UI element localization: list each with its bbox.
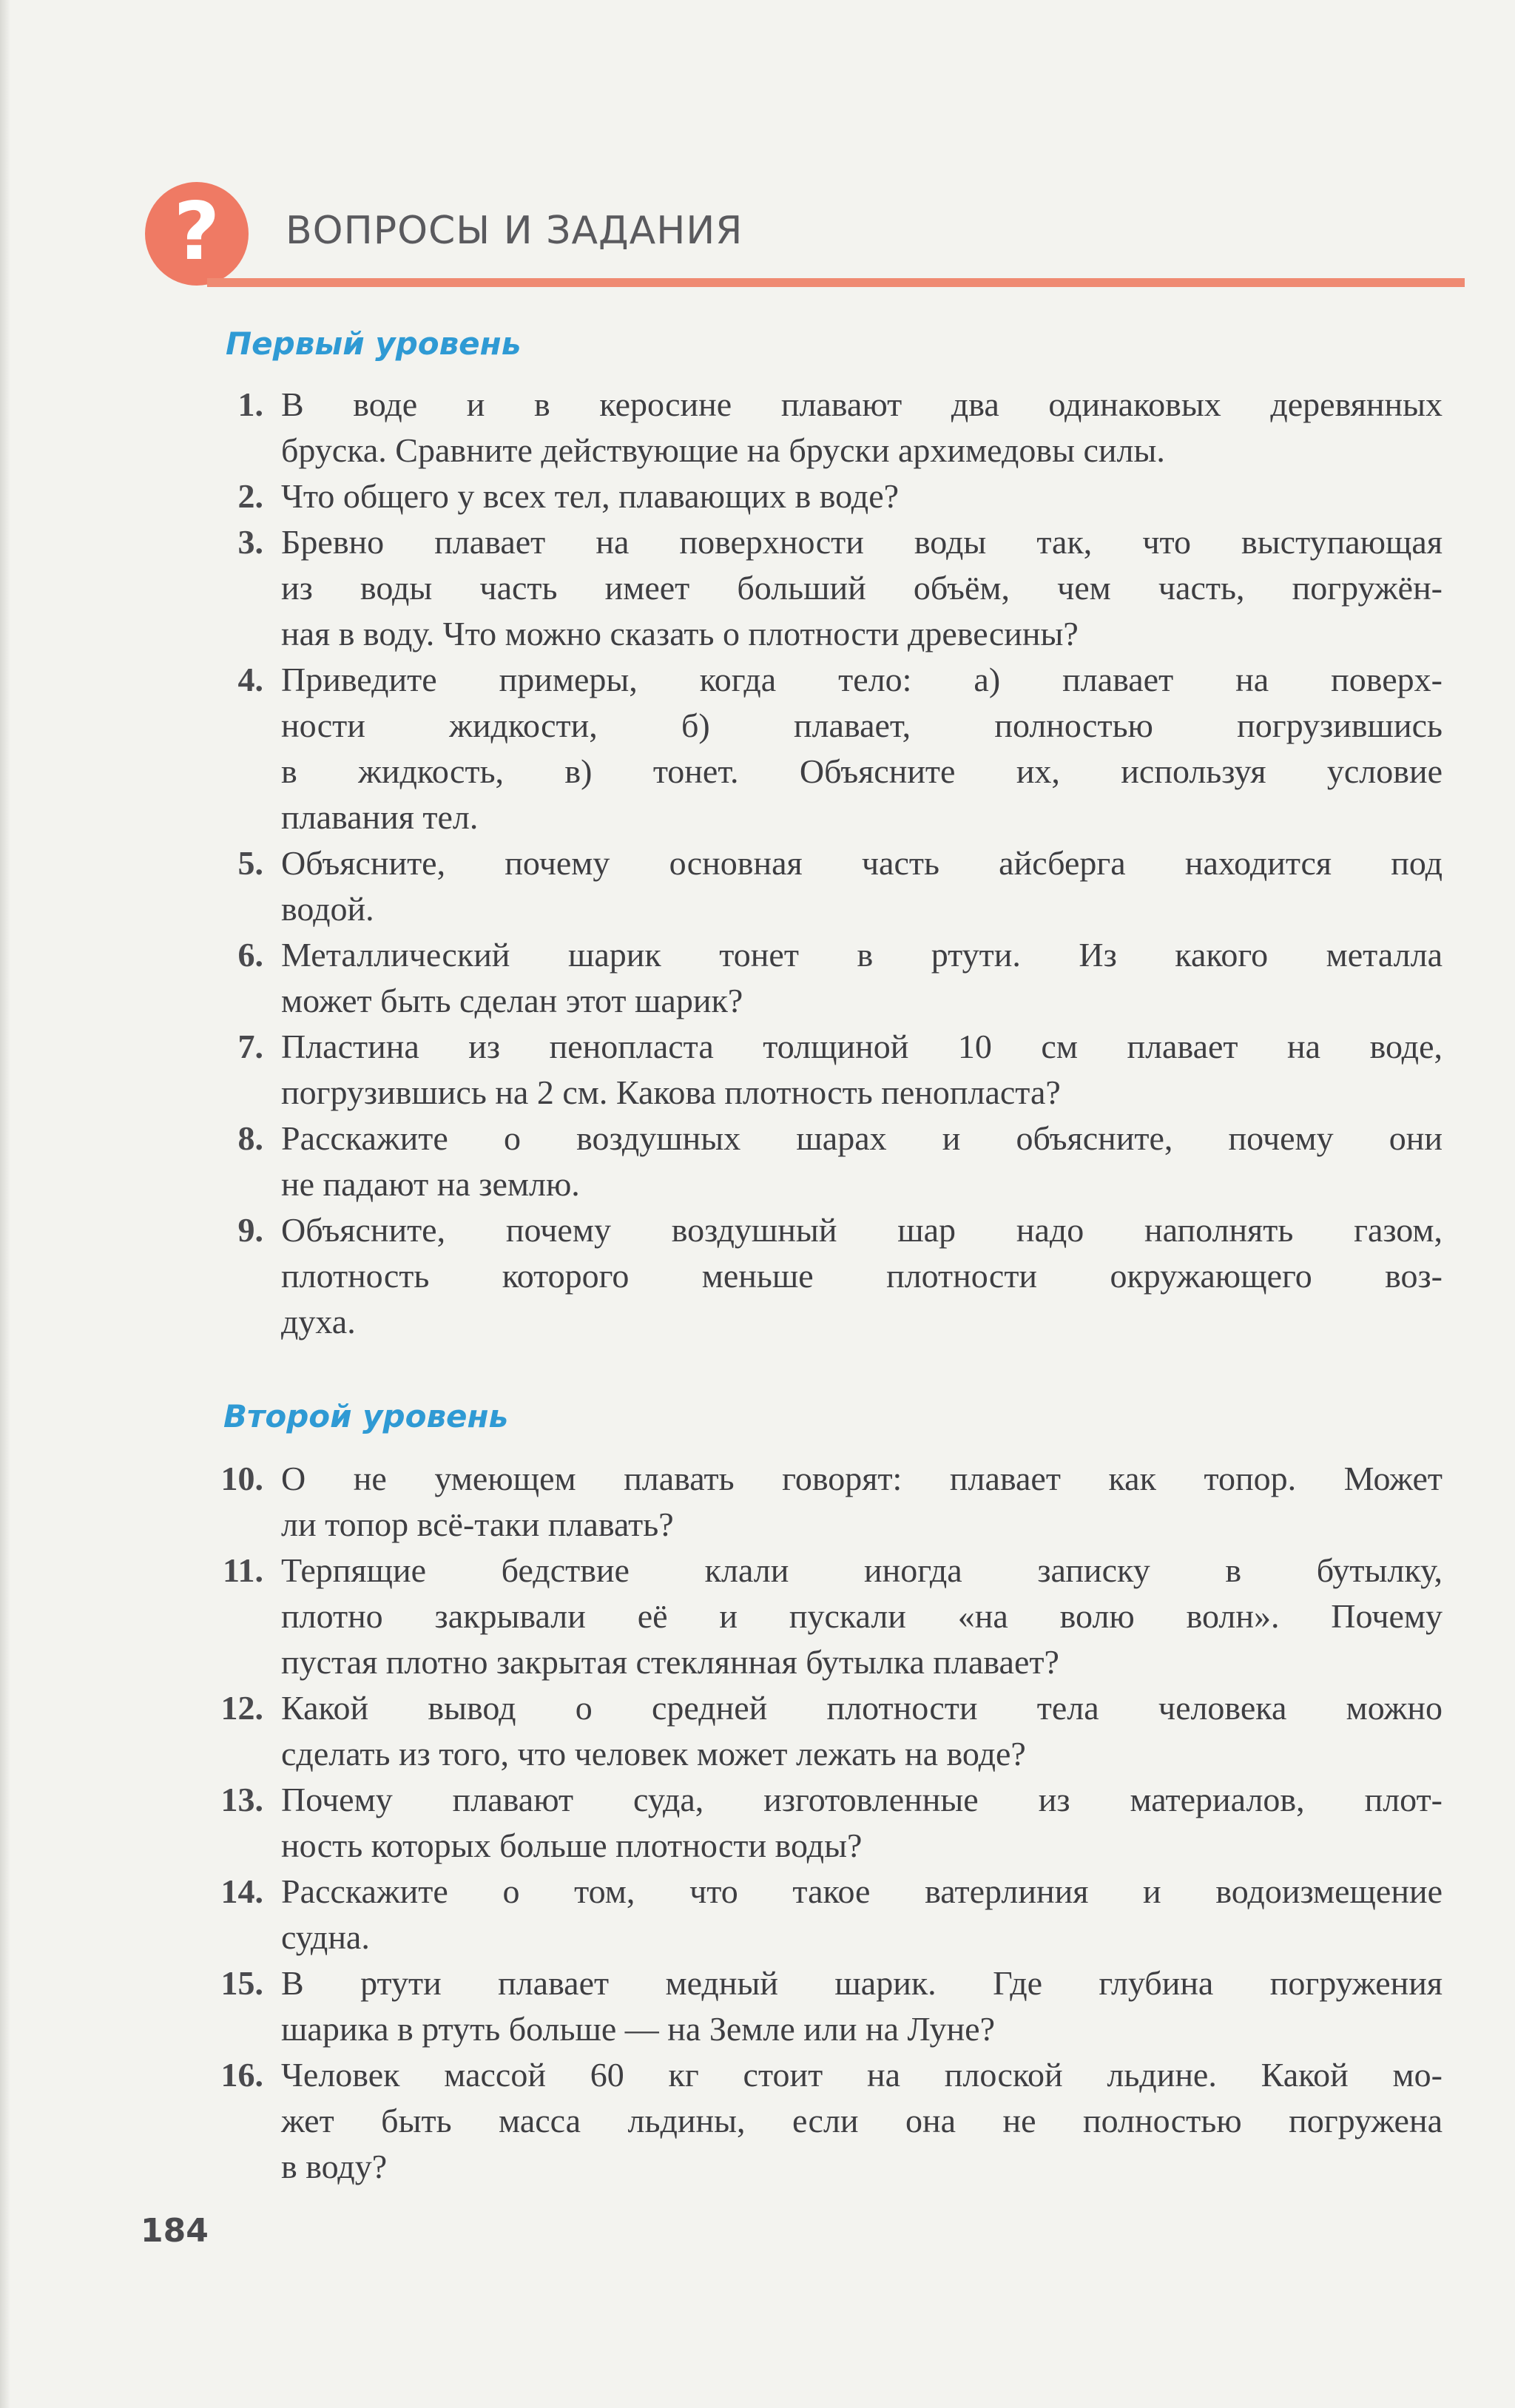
level-1-title: Первый уровень — [226, 326, 522, 362]
question-number: 4. — [237, 661, 263, 698]
question-item — [185, 840, 1443, 932]
question-text-line: сделать из того, что человек может лежать на воде? — [281, 1735, 1026, 1773]
question-text-line: О не умеющем плавать говорят: плавает как топор. Может — [281, 1460, 1443, 1497]
question-text-line: Приведите примеры, когда тело: а) плавает на поверх- — [281, 661, 1443, 698]
question-text-line: духа. — [281, 1303, 356, 1340]
question-number: 11. — [223, 1551, 263, 1589]
question-number: 1. — [237, 385, 263, 423]
question-number: 8. — [237, 1119, 263, 1157]
question-text-line: Объясните, почему воздушный шар надо наполнять газом, — [281, 1211, 1443, 1249]
question-number: 12. — [220, 1689, 263, 1727]
question-number: 14. — [220, 1872, 263, 1910]
section-header — [145, 182, 1440, 293]
question-number: 3. — [237, 523, 263, 561]
question-item — [185, 1116, 1443, 1207]
question-text-line: может быть сделан этот шарик? — [281, 982, 743, 1019]
question-text-line: жет быть масса льдины, если она не полностью погружена — [281, 2102, 1443, 2139]
question-text-line: Что общего у всех тел, плавающих в воде? — [281, 477, 900, 515]
question-text-line: В ртути плавает медный шарик. Где глубина погружения — [281, 1964, 1443, 2002]
question-item — [185, 1207, 1443, 1345]
question-text-line: шарика в ртуть больше — на Земле или на Луне? — [281, 2010, 995, 2048]
question-item — [185, 1024, 1443, 1116]
question-text-line: плотно закрывали её и пускали «на волю волн». Почему — [281, 1597, 1443, 1635]
question-text-line: из воды часть имеет больший объём, чем часть, погружён- — [281, 569, 1443, 607]
question-text-line: ная в воду. Что можно сказать о плотности древесины? — [281, 615, 1079, 652]
question-item — [185, 1777, 1443, 1869]
question-number: 13. — [220, 1781, 263, 1818]
question-item — [185, 1548, 1443, 1685]
question-mark-glyph: ? — [173, 186, 220, 278]
question-text-line: плотность которого меньше плотности окружающего воз- — [281, 1257, 1443, 1295]
header-divider — [207, 278, 1465, 287]
question-text-line: в воду? — [281, 2148, 388, 2185]
question-number: 5. — [237, 844, 263, 882]
question-mark-icon — [145, 182, 249, 286]
question-text-line: Металлический шарик тонет в ртути. Из какого металла — [281, 936, 1443, 974]
question-number: 15. — [220, 1964, 263, 2002]
question-number: 16. — [220, 2056, 263, 2094]
level-2-title: Второй уровень — [223, 1398, 509, 1434]
question-number: 9. — [237, 1211, 263, 1249]
question-number: 10. — [220, 1460, 263, 1497]
question-text-line: ности жидкости, б) плавает, полностью погрузившись — [281, 706, 1443, 744]
question-text-line: Бревно плавает на поверхности воды так, что выступающая — [281, 523, 1443, 561]
question-item — [185, 657, 1443, 840]
question-text-line: Терпящие бедствие клали иногда записку в бутылку, — [281, 1551, 1443, 1589]
question-item — [185, 1869, 1443, 1960]
question-item — [185, 382, 1443, 473]
question-item — [185, 1456, 1443, 1548]
question-text-line: водой. — [281, 890, 374, 928]
question-item — [185, 473, 1443, 519]
question-text-line: не падают на землю. — [281, 1165, 580, 1203]
question-text-line: Пластина из пенопласта толщиной 10 см плавает на воде, — [281, 1028, 1443, 1065]
question-item — [185, 2052, 1443, 2190]
question-text-line: плавания тел. — [281, 798, 479, 836]
question-number: 2. — [237, 477, 263, 515]
question-item — [185, 932, 1443, 1024]
question-item — [185, 1960, 1443, 2052]
question-text-line: бруска. Сравните действующие на бруски архимедовы силы. — [281, 431, 1165, 469]
question-item — [185, 519, 1443, 657]
section-title: ВОПРОСЫ И ЗАДАНИЯ — [286, 209, 743, 253]
question-item — [185, 1685, 1443, 1777]
question-text-line: Расскажите о воздушных шарах и объясните, почему они — [281, 1119, 1443, 1157]
question-text-line: Человек массой 60 кг стоит на плоской льдине. Какой мо- — [281, 2056, 1443, 2094]
question-text-line: Почему плавают суда, изготовленные из материалов, плот- — [281, 1781, 1443, 1818]
question-text-line: В воде и в керосине плавают два одинаковых деревянных — [281, 385, 1443, 423]
question-text-line: Объясните, почему основная часть айсберга находится под — [281, 844, 1443, 882]
question-number: 7. — [237, 1028, 263, 1065]
question-text-line: ли топор всё-таки плавать? — [281, 1505, 674, 1543]
question-text-line: в жидкость, в) тонет. Объясните их, используя условие — [281, 752, 1443, 790]
question-text-line: судна. — [281, 1918, 370, 1956]
question-text-line: Расскажите о том, что такое ватерлиния и водоизмещение — [281, 1872, 1443, 1910]
page-edge-shadow — [0, 0, 10, 2408]
question-text-line: погрузившись на 2 см. Какова плотность пенопласта? — [281, 1073, 1061, 1111]
question-number: 6. — [237, 936, 263, 974]
question-text-line: Какой вывод о средней плотности тела человека можно — [281, 1689, 1443, 1727]
question-text-line: пустая плотно закрытая стеклянная бутылка плавает? — [281, 1643, 1059, 1681]
level-1-question-list — [185, 382, 1443, 1345]
page-number: 184 — [141, 2212, 209, 2250]
level-2-question-list — [185, 1456, 1443, 2190]
question-text-line: ность которых больше плотности воды? — [281, 1827, 863, 1864]
